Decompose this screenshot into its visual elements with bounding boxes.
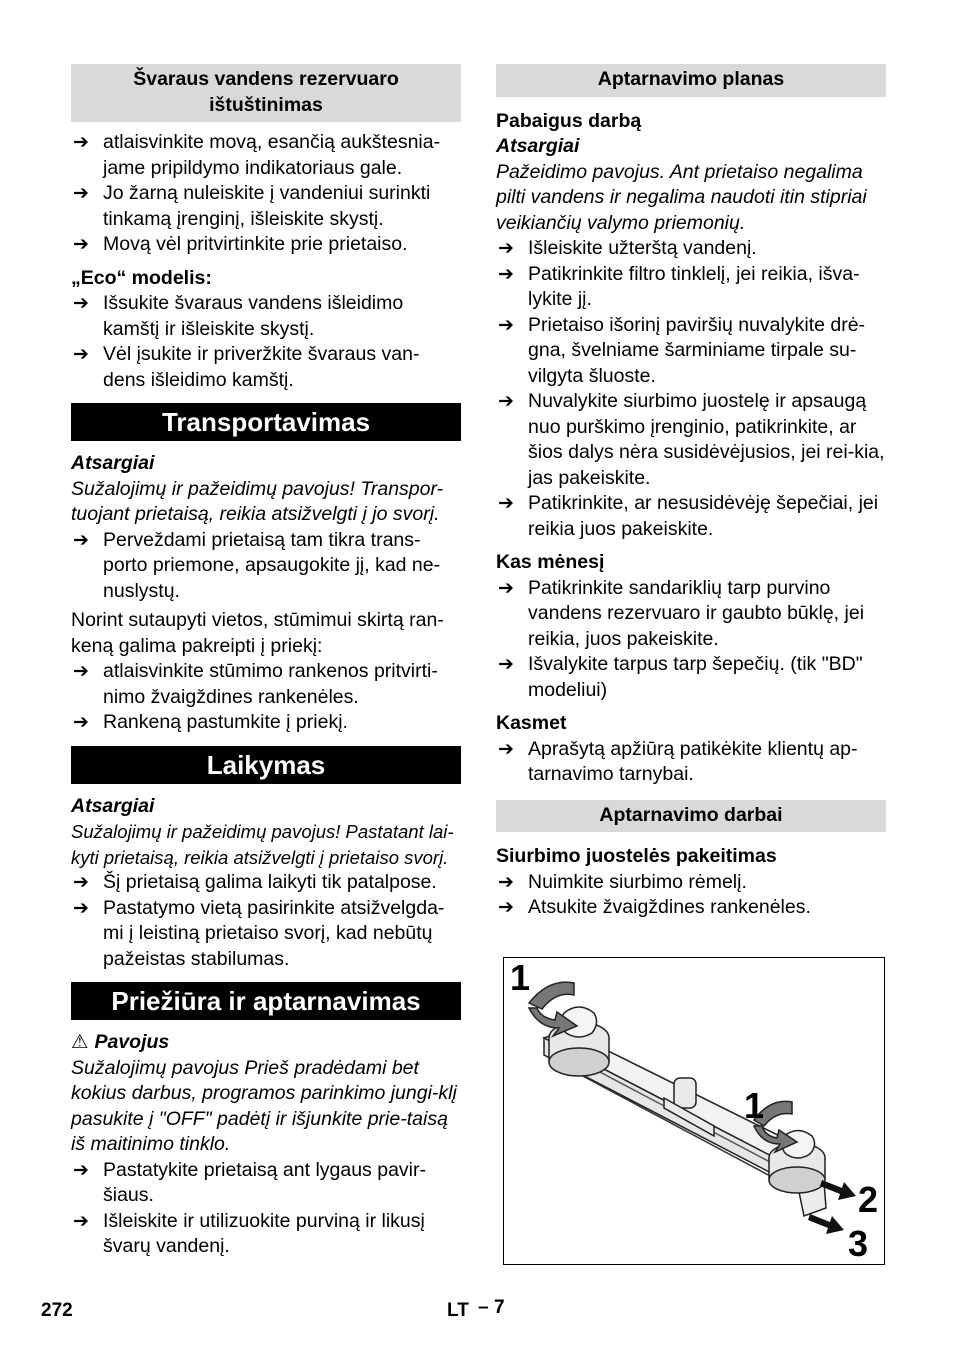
list-item: ➔ Patikrinkite filtro tinklelį, jei reikia, išva-lykite jį. — [498, 262, 860, 310]
list-item: ➔ Nuvalykite siurbimo juostelę ir apsaugą nuo purškimo įrenginio, patikrinkite, ar šios dalys nėra susidėvėjusios, jei rei-kia, jas pakeiskite. — [498, 390, 885, 489]
arrow-right-icon: ➔ — [73, 234, 89, 255]
eco-model-heading: „Eco“ modelis: — [71, 266, 212, 289]
arrow-right-icon: ➔ — [73, 344, 89, 365]
arrow-right-icon: ➔ — [498, 391, 514, 412]
section-title-transport: Transportavimas — [71, 403, 461, 441]
list-item: ➔ Jo žarną nuleiskite į vandeniui surinkti tinkamą įrenginį, išleiskite skystį. — [73, 182, 431, 230]
list-item: ➔ Išleiskite ir utilizuokite purviną ir likusį švarų vandenį. — [73, 1209, 425, 1257]
list-item: ➔ Prietaiso išorinį paviršių nuvalykite drė-gna, švelniame šarminiame tirpale su-vilgyta šluoste. — [498, 313, 866, 387]
danger-heading: ⚠ Pavojus — [71, 1030, 461, 1056]
arrow-right-icon: ➔ — [498, 493, 514, 514]
list-item: ➔ Aprašytą apžiūrą patikėkite klientų ap-tarnavimo tarnybai. — [498, 737, 858, 785]
arrow-right-icon: ➔ — [73, 712, 89, 733]
transport-handle-steps — [71, 659, 461, 736]
section-title-maintenance-work: Aptarnavimo darbai — [496, 800, 886, 833]
list-item: ➔ Movą vėl pritvirtinkite prie prietaiso. — [71, 232, 461, 258]
section-title-empty-clean: Švaraus vandens rezervuaro ištuštinimas — [71, 64, 461, 122]
arrow-right-icon: ➔ — [73, 293, 89, 314]
storage-steps — [71, 870, 461, 972]
arrow-right-icon: ➔ — [498, 654, 514, 675]
list-item: ➔ Išleiskite užterštą vandenį. — [496, 236, 886, 262]
squeegee-steps — [496, 870, 886, 921]
list-item: ➔ Patikrinkite sandariklių tarp purvino vandens rezervuaro ir gaubto būklę, jei reikia, juos pakeiskite. — [498, 576, 865, 650]
arrow-right-icon: ➔ — [498, 238, 514, 259]
arrow-right-icon: ➔ — [73, 132, 89, 153]
list-item: ➔ Rankeną pastumkite į priekį. — [71, 710, 461, 736]
section-title-maintenance-plan: Aptarnavimo planas — [496, 64, 886, 97]
caution-text: Pažeidimo pavojus. Ant prietaiso negalima pilti vandens ir negalima naudoti itin stipriai veikiančių valymo priemonių. — [496, 160, 867, 234]
figure-label-1b: 1 — [744, 1085, 765, 1126]
arrow-right-icon: ➔ — [498, 738, 514, 760]
squeegee-replace-heading: Siurbimo juostelės pakeitimas — [496, 845, 777, 867]
squeegee-illustration — [503, 957, 885, 1265]
after-work-heading: Pabaigus darbą — [496, 109, 642, 132]
section-title-storage: Laikymas — [71, 746, 461, 784]
arrow-right-icon: ➔ — [73, 1210, 89, 1232]
list-item: ➔ Perveždami prietaisą tam tikra trans-porto priemone, apsaugokite jį, kad ne-nuslystų. — [73, 528, 441, 602]
arrow-right-icon: ➔ — [498, 897, 514, 918]
caution-heading: Atsargiai — [496, 135, 580, 157]
transport-steps — [71, 528, 461, 605]
arrow-right-icon: ➔ — [73, 872, 89, 893]
list-item: ➔ Atsukite žvaigždines rankenėles. — [496, 895, 886, 921]
arrow-right-icon: ➔ — [498, 577, 514, 599]
arrow-right-icon: ➔ — [73, 1159, 89, 1181]
caution-text: Sužalojimų ir pažeidimų pavojus! Transpor-tuojant prietaisą, reikia atsižvelgti į jo svorį. — [71, 477, 444, 525]
danger-text: Sužalojimų pavojus Prieš pradėdami bet kokius darbus, programos parinkimo jungi-klį pasukite į "OFF" padėtį ir išjunkite prie-taisą iš maitinimo tinklo. — [71, 1056, 457, 1155]
after-work-steps — [496, 236, 886, 542]
arrow-right-icon: ➔ — [73, 529, 89, 551]
list-item: ➔ Vėl įsukite ir priveržkite švaraus van-dens išleidimo kamštį. — [73, 343, 420, 391]
arrow-right-icon: ➔ — [73, 661, 89, 682]
list-item: ➔ Pastatykite prietaisą ant lygaus pavir-šiaus. — [73, 1158, 426, 1206]
arrow-right-icon: ➔ — [73, 897, 89, 919]
arrow-right-icon: ➔ — [498, 871, 514, 893]
figure-label-1a: 1 — [510, 957, 531, 998]
caution-heading: Atsargiai — [71, 452, 155, 474]
yearly-heading: Kasmet — [496, 712, 567, 734]
care-steps — [71, 1158, 461, 1260]
list-item: ➔ Šį prietaisą galima laikyti tik patalpose. — [71, 870, 461, 896]
right-column — [496, 64, 886, 921]
warning-triangle-icon: ⚠ — [71, 1031, 89, 1053]
list-item: ➔ atlaisvinkite stūmimo rankenos pritvirti-nimo žvaigždines rankenėles. — [73, 660, 438, 708]
figure-label-2: 2 — [858, 1179, 879, 1220]
transport-text: Norint sutaupyti vietos, stūmimui skirtą ran-keną galima pakreipti į priekį: — [71, 609, 444, 657]
language-code: LT – 7 — [447, 1297, 505, 1321]
list-item: ➔ Patikrinkite, ar nesusidėvėję šepečiai, jei reikia juos pakeiskite. — [498, 492, 879, 540]
monthly-heading: Kas mėnesį — [496, 551, 605, 573]
monthly-steps — [496, 576, 886, 704]
list-item: ➔ Nuimkite siurbimo rėmelį. — [496, 870, 886, 896]
caution-heading: Atsargiai — [71, 794, 155, 817]
caution-text: Sužalojimų ir pažeidimų pavojus! Pastatant lai-kyti prietaisą, reikia atsižvelgti į prietaiso svorį. — [71, 821, 454, 868]
list-item: ➔ Pastatymo vietą pasirinkite atsižvelgda-mi į leistiną prietaiso svorį, kad nebūtų pažeistas stabilumas. — [73, 896, 445, 970]
list-item: ➔ Išsukite švaraus vandens išleidimo kamštį ir išleiskite skystį. — [73, 292, 404, 340]
yearly-steps — [496, 737, 886, 788]
list-item: ➔ Išvalykite tarpus tarp šepečių. (tik "BD" modeliui) — [498, 653, 863, 701]
section-title-care: Priežiūra ir aptarnavimas — [71, 982, 461, 1020]
empty-clean-steps — [71, 130, 461, 258]
list-item: ➔ atlaisvinkite movą, esančią aukštesnia-jame pripildymo indikatoriaus gale. — [73, 131, 441, 179]
arrow-right-icon: ➔ — [73, 183, 89, 204]
arrow-right-icon: ➔ — [498, 314, 514, 336]
arrow-right-icon: ➔ — [498, 263, 514, 285]
squeegee-drawing — [504, 958, 884, 1264]
page-number: 272 — [41, 1300, 73, 1321]
figure-label-3: 3 — [848, 1223, 869, 1264]
left-column — [71, 64, 461, 1260]
eco-steps — [71, 291, 461, 393]
